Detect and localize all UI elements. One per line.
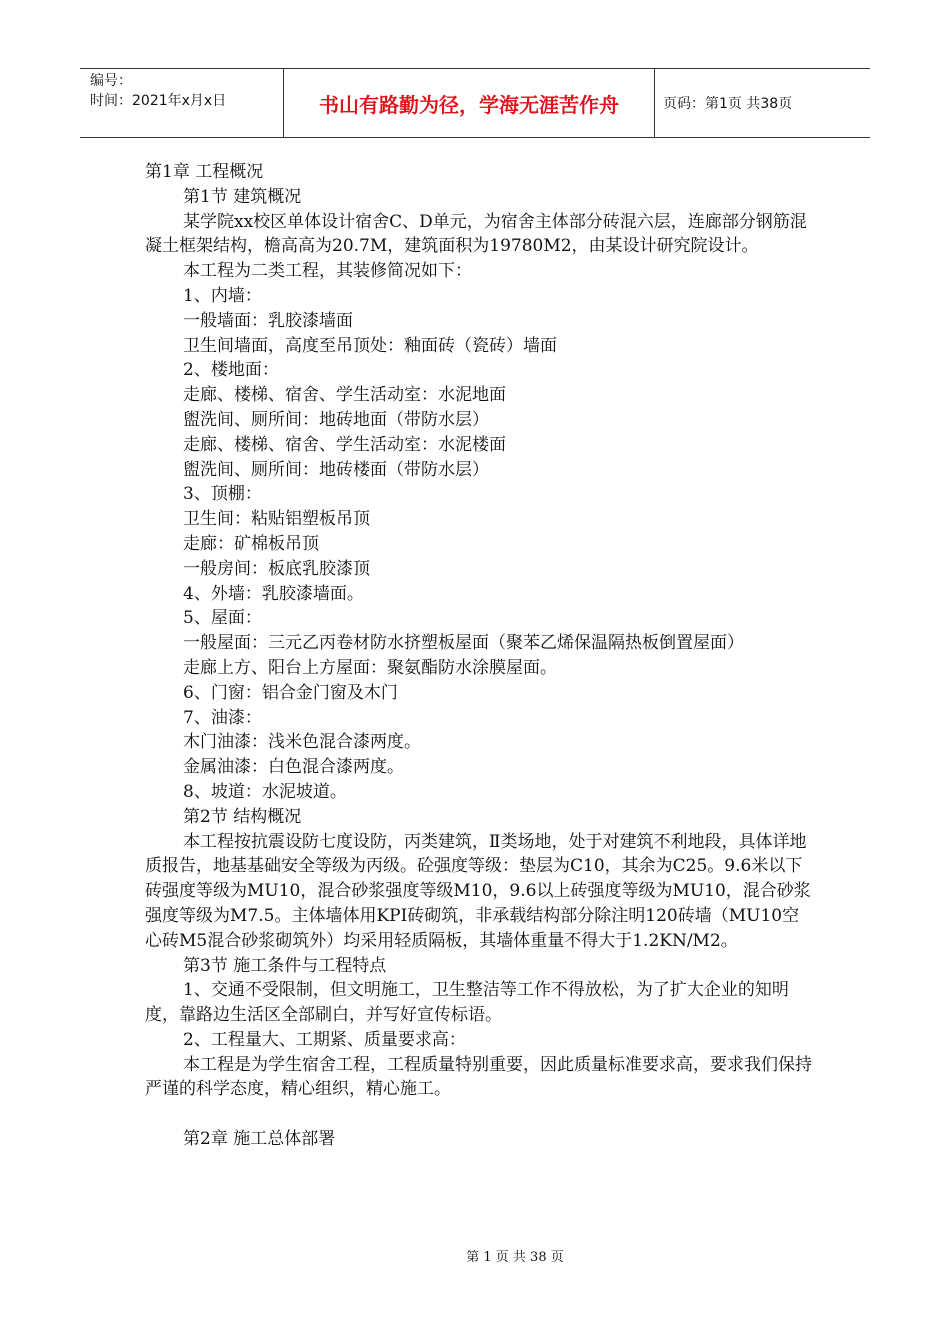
list-item: 8、坡道：水泥坡道。: [183, 781, 347, 802]
section-heading: 第2节 结构概况: [183, 806, 302, 827]
list-item: 2、楼地面：: [183, 360, 279, 381]
list-item: 7、油漆：: [183, 707, 262, 728]
list-item: 走廊上方、阳台上方屋面：聚氨酯防水涂膜屋面。: [183, 657, 557, 678]
section-heading: 第3节 施工条件与工程特点: [183, 955, 387, 976]
list-item: 卫生间墙面，高度至吊顶处：釉面砖（瓷砖）墙面: [183, 335, 557, 356]
list-item: 3、顶棚：: [183, 484, 262, 505]
paragraph: 本工程是为学生宿舍工程，工程质量特别重要，因此质量标准要求高，要求我们保持严谨的科学态度，精心组织，精心施工。: [145, 1054, 812, 1100]
list-item: 6、门窗：铝合金门窗及木门: [183, 682, 398, 703]
list-item: 卫生间：粘贴铝塑板吊顶: [183, 509, 370, 530]
list-item: 5、屋面：: [183, 608, 262, 629]
list-item: 盥洗间、厕所间：地砖地面（带防水层）: [183, 409, 489, 430]
list-item: 一般房间：板底乳胶漆顶: [183, 558, 370, 579]
paragraph: 某学院xx校区单体设计宿舍C、D单元，为宿舍主体部分砖混六层，连廊部分钢筋混凝土框架结构，檐高高为20.7M，建筑面积为19780M2，由某设计研究院设计。: [145, 211, 807, 257]
list-item: 4、外墙：乳胶漆墙面。: [183, 583, 364, 604]
header-left-cell: [80, 69, 283, 137]
chapter-heading: 第1章 工程概况: [145, 162, 264, 182]
motto: 书山有路勤为径，学海无涯苦作舟: [283, 69, 655, 137]
list-item: 走廊、楼梯、宿舍、学生活动室：水泥楼面: [183, 434, 506, 455]
time-label: 时间：2021年x月x日: [90, 93, 227, 109]
section-heading: 第1节 建筑概况: [183, 186, 302, 207]
page-footer: 第 1 页 共 38 页: [466, 1250, 564, 1265]
list-item: 木门油漆：浅米色混合漆两度。: [183, 732, 421, 753]
blank-line: [145, 1102, 813, 1127]
page-info: 页码：第1页 共38页: [663, 96, 793, 112]
list-item: 金属油漆：白色混合漆两度。: [183, 757, 404, 778]
list-item: 1、内墙：: [183, 285, 262, 306]
chapter-heading: 第2章 施工总体部署: [183, 1129, 336, 1150]
list-item: 一般墙面：乳胶漆墙面: [183, 310, 353, 331]
number-label: 编号：: [90, 73, 132, 89]
page-header: [80, 68, 870, 138]
paragraph: 本工程按抗震设防七度设防，丙类建筑，Ⅱ类场地，处于对建筑不利地段，具体详地质报告，地基基础安全等级为丙级。砼强度等级：垫层为C10，其余为C25。9.6米以下砖强度等级为MU10，混合砂浆强度等级M10，9.6以上砖强度等级为MU10，混合砂浆强度等级为M7.5。主体墙体用KPI砖砌筑，非承载结构部分除注明120砖墙（MU10空心砖M5混合砂浆砌筑外）均采用轻质隔板，其墙体重量不得大于1.2KN/M2。: [145, 831, 811, 951]
list-item: 走廊：矿棉板吊顶: [183, 533, 319, 554]
paragraph: 1、交通不受限制，但文明施工，卫生整洁等工作不得放松，为了扩大企业的知明度，靠路边生活区全部刷白，并写好宣传标语。: [145, 980, 789, 1026]
list-item: 盥洗间、厕所间：地砖楼面（带防水层）: [183, 459, 489, 480]
list-item: 走廊、楼梯、宿舍、学生活动室：水泥地面: [183, 385, 506, 406]
paragraph: 本工程为二类工程，其装修简况如下：: [183, 261, 472, 282]
list-item: 一般屋面：三元乙丙卷材防水挤塑板屋面（聚苯乙烯保温隔热板倒置屋面）: [183, 633, 744, 654]
paragraph: 2、工程量大、工期紧、质量要求高：: [183, 1029, 466, 1050]
document-body: [145, 160, 813, 1152]
